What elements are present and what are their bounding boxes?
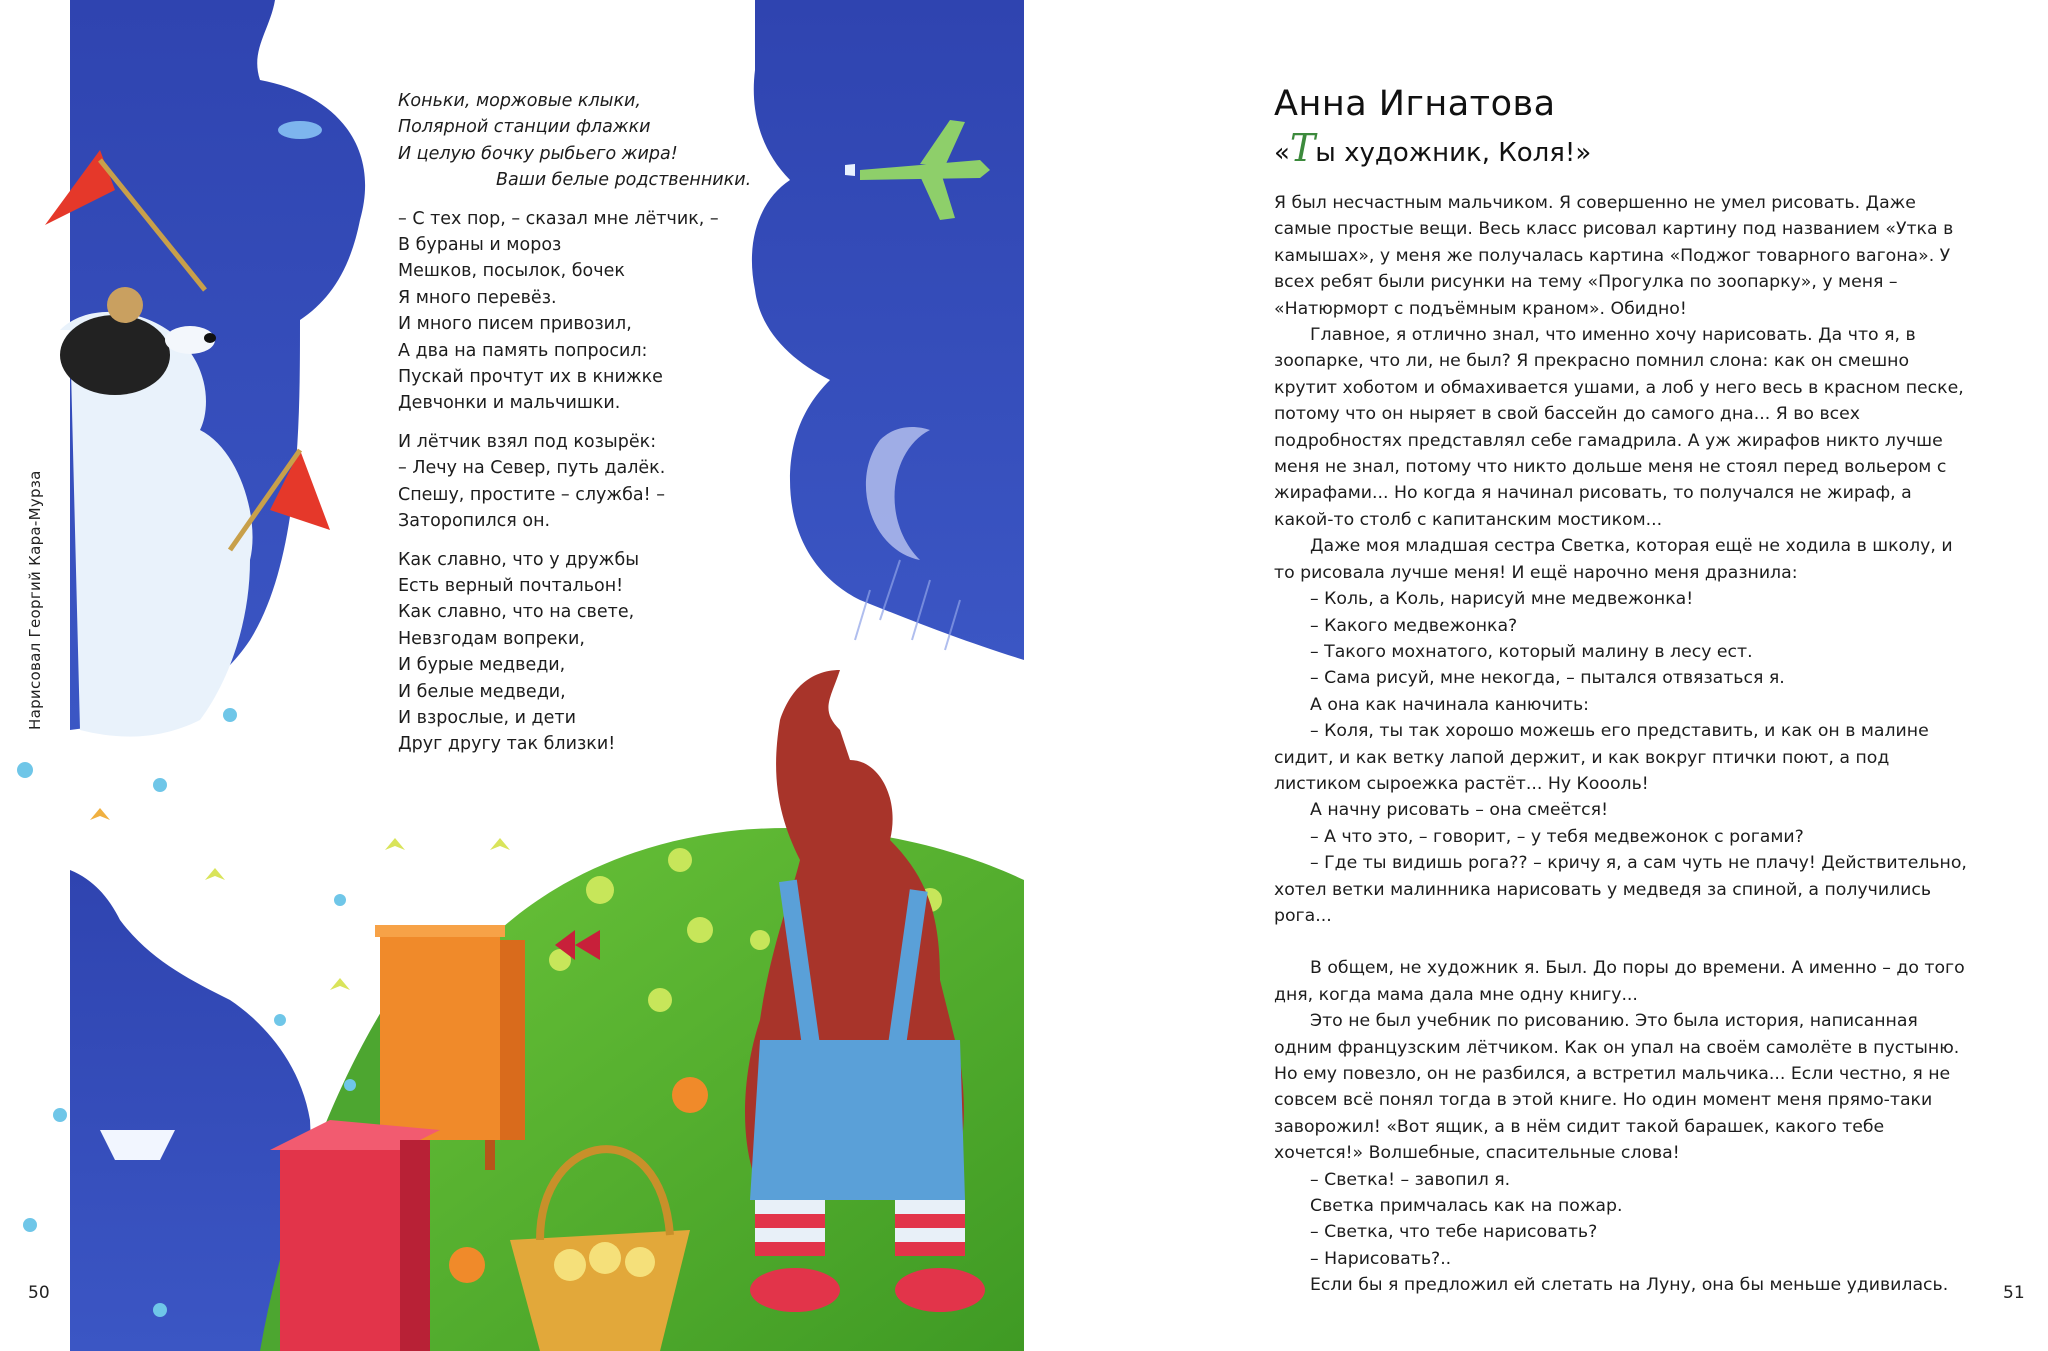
author-name: Анна Игнатова [1274,84,1556,124]
poem-line: Ваши белые родственники. [496,170,752,191]
poem-stanza-1 [398,88,758,194]
paragraph: Я был несчастным мальчиком. Я совершенно не умел рисовать. Даже самые простые вещи. Весь класс рисовал картину под названием «Утка в камышах», у меня же получалась картина «Поджог товарного вагона». У всех ребят были рисунки на тему «Прогулка по зоопарку», у меня – «Натюрморт с подъёмным краном». Обидно! [1274,193,1954,319]
poem-line: Пускай прочтут их в книжке [398,367,663,388]
poem-line: Спешу, простите – служба! – [398,484,665,505]
poem [398,88,758,770]
poem-line: А два на память попросил: [398,340,648,361]
poem-line: Есть верный почтальон! [398,575,624,596]
dialogue-line: – А что это, – говорит, – у тебя медвежонок с рогами? [1310,826,1804,847]
poem-line: – С тех пор, – сказал мне лётчик, – [398,208,719,229]
poem-stanza-4 [398,547,758,758]
dialogue-line: – Коль, а Коль, нарисуй мне медвежонка! [1310,589,1694,610]
paragraph-gap [1274,929,1970,955]
poem-line: Невзгодам вопреки, [398,628,585,649]
page-number-right: 51 [2003,1283,2025,1303]
red-cabinet [270,1120,440,1351]
poem-line: И взрослые, и дети [398,707,576,728]
poem-line: И бурые медведи, [398,655,566,676]
apple-icon [449,1247,485,1283]
dialogue-line: А начну рисовать – она смеётся! [1310,800,1609,821]
paragraph: Это не был учебник по рисованию. Это была история, написанная одним французским лётчиком. Как он упал на своём самолёте в пустыню. Но ему повезло, он не разбился, а встретил мальчика... Если честно, я не совсем всё понял тогда в этой книге. Но один момент меня прямо-таки заворожил! «Вот ящик, а в нём сидит такой барашек, какого тебе хочется!» Волшебные, спасительные слова! [1274,1011,1960,1164]
dialogue-line: – Светка, что тебе нарисовать? [1310,1222,1598,1243]
title-rest: ы художник, Коля!» [1315,138,1592,168]
page-number-left: 50 [28,1283,50,1303]
poem-line: И лётчик взял под козырёк: [398,431,657,452]
paragraph: Главное, я отлично знал, что именно хочу нарисовать. Да что я, в зоопарке, что ли, не был? Я прекрасно помнил слона: как он смешно крутит хоботом и обмахивается ушами, а лоб у него весь в красном песке, потому что он ныряет в свой бассейн до самого дна... Я во всех подробностях представлял себе гамадрила. А уж жирафов никто лучше меня не знал, потому что никто дольше меня не стоял перед вольером с жирафами... Но когда я начинал рисовать, то получался не жираф, а какой-то столб с капитанским мостиком... [1274,325,1964,530]
dialogue-line: – Такого мохнатого, который малину в лесу ест. [1310,641,1753,662]
poem-stanza-3 [398,429,758,535]
dialogue-line: – Нарисовать?.. [1310,1248,1452,1269]
story-title [1274,126,1592,170]
illustrator-credit: Нарисовал Георгий Кара-Мурза [26,470,44,730]
poem-line: И много писем привозил, [398,314,632,335]
poem-line: И целую бочку рыбьего жира! [398,143,678,164]
poem-line: Девчонки и мальчишки. [398,393,621,414]
title-dropcap: Т [1289,126,1316,170]
dialogue-line: Если бы я предложил ей слетать на Луну, она бы меньше удивилась. [1310,1275,1949,1296]
paragraph: Даже моя младшая сестра Светка, которая ещё не ходила в школу, и то рисовала лучше меня! И ещё нарочно меня дразнила: [1274,536,1953,583]
dialogue-line: – Сама рисуй, мне некогда, – пытался отвязаться я. [1310,668,1785,689]
poem-line: Как славно, что у дружбы [398,549,640,570]
poem-line: Коньки, моржовые клыки, [398,91,641,111]
dialogue-line: Светка примчалась как на пожар. [1310,1196,1623,1217]
dialogue-line: – Какого медвежонка? [1310,615,1518,636]
poem-line: Полярной станции флажки [398,117,651,138]
paragraph: – Где ты видишь рога?? – кричу я, а сам чуть не плачу! Действительно, хотел ветки малинника нарисовать у медведя за спиной, а получились рога... [1274,853,1967,926]
title-open-quote: « [1274,138,1290,168]
poem-stanza-2 [398,206,758,417]
paragraph: В общем, не художник я. Был. До поры до времени. А именно – до того дня, когда мама дала мне одну книгу... [1274,958,1965,1005]
poem-line: И белые медведи, [398,681,566,702]
right-blue-cloud [752,0,1024,660]
poem-line: В бураны и мороз [398,235,562,256]
story-body [1274,190,1970,1299]
poem-line: Как славно, что на свете, [398,602,635,623]
dialogue-line: А она как начинала канючить: [1310,694,1589,715]
paragraph: – Коля, ты так хорошо можешь его представить, и как он в малине сидит, и как ветку лапой держит, и как вокруг птички поют, а под листиком сыроежка растёт... Ну Коооль! [1274,721,1929,794]
poem-line: Я много перевёз. [398,287,557,308]
dialogue-line: – Светка! – завопил я. [1310,1169,1511,1190]
poem-line: Друг другу так близки! [398,734,616,755]
fish-icon [278,121,322,139]
poem-line: Мешков, посылок, бочек [398,261,625,282]
poem-line: Заторопился он. [398,511,551,532]
poem-line: – Лечу на Север, путь далёк. [398,458,666,479]
